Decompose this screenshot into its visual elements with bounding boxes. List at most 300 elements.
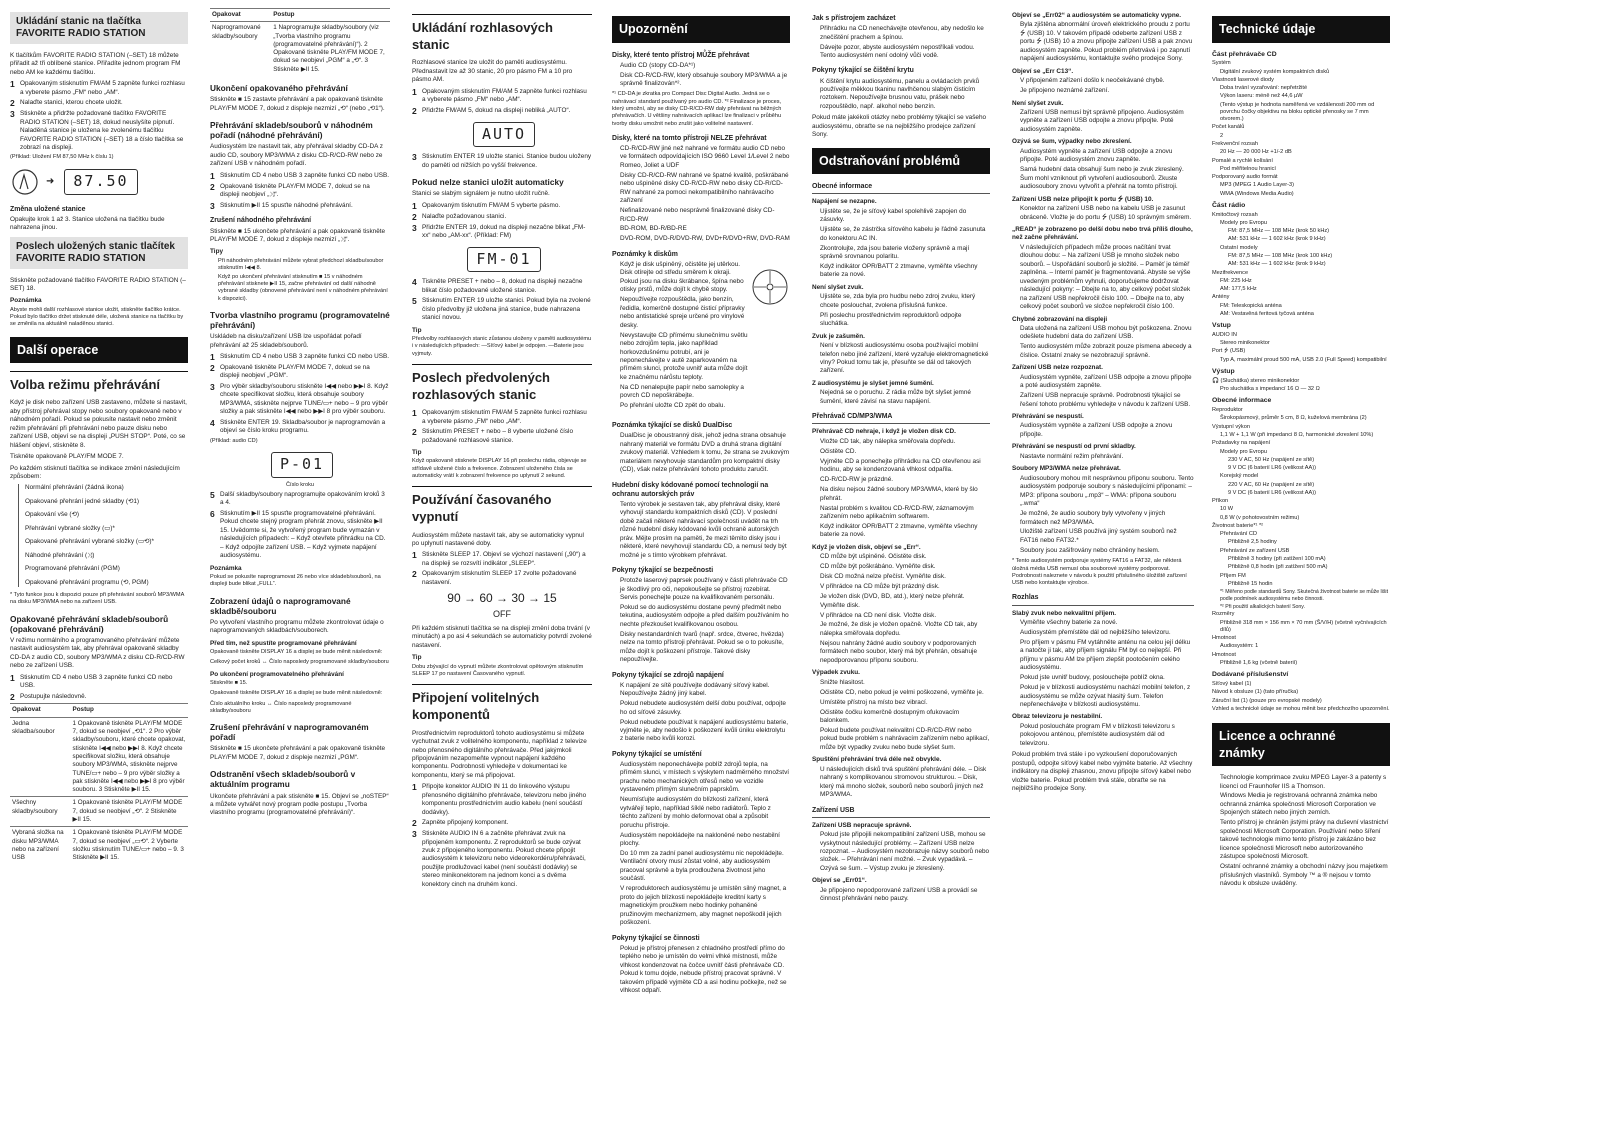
list-item: • Audio CD (stopy CD-DA*¹): [620, 62, 790, 70]
subheading: Zobrazení údajů o naprogramované skladbě/souboru: [210, 595, 351, 616]
spec-label: Požadavky na napájení: [1212, 440, 1271, 447]
paragraph: Stiskněte požadované tlačítko FAVORITE RADIO STATION (–SET) 18.: [10, 276, 186, 292]
section-title-optional-components: Připojení volitelných komponentů: [412, 684, 592, 723]
arrow-right-icon: ➜: [46, 176, 55, 188]
step-text: Stiskněte a přidržte požadované tlačítko FAVORITE RADIO STATION (–SET) 18, dokud neuslyšíte pípnutí. Naladěná stanice je uložena ke zvolenému tlačítku FAVORITE RADIO STATION (–SET) 18 a číslo tlačítka se zobrazí na displeji.: [20, 110, 184, 151]
spec-value: 10 W: [1220, 506, 1234, 513]
problem-heading: Přehrávač CD nehraje, i když je vložen disk CD.: [812, 428, 956, 436]
list-item: • Pokud posloucháte program FM v blízkosti televizoru s pokojovou anténou, přemístěte audiosystém dál od televizoru.: [1020, 723, 1194, 748]
list-item: • Disky nestandardních tvarů (např. srdce, čtverec, hvězda) nelze na tomto přístroji přehrávat. Pokud se o to pokusíte, může dojít k poškození přístroje. Takové disky nepoužívejte.: [620, 631, 790, 665]
list-item: • Pokud se do audiosystému dostane pevný předmět nebo tekutina, audiosystém odpojte a před dalším používáním ho nechte přezkoušet kvalifikovanou osobou.: [620, 604, 790, 629]
column-6: [1012, 8, 1194, 1128]
problem-heading: Výpadek zvuku.: [812, 669, 860, 677]
spec-value: Přehrávání CD: [1220, 531, 1257, 538]
spec-value: Stereo minikonektor: [1220, 340, 1270, 347]
list-item: • Očistěte čočku komerčně dostupným ofukovacím balonkem.: [820, 709, 990, 726]
list-item: • Uložiště zařízení USB používá jiný systém souborů než FAT16 nebo FAT32.*: [1020, 528, 1194, 545]
spec-value: WMA (Windows Media Audio): [1220, 190, 1294, 197]
step-item: [210, 510, 390, 561]
step-list: [10, 80, 188, 152]
list-item: • Pokud budete používat nekvalitní CD-R/CD-RW nebo pokud bude problém s nahrávacím zařízením nebo aplikací, může být vypadky zvuku nebo bude slyšet šum.: [820, 727, 990, 752]
step-item: [10, 674, 188, 691]
step-list: [412, 153, 592, 170]
bullet-list: [812, 553, 990, 665]
list-item: • Očistěte CD.: [820, 448, 990, 456]
problem-heading: Slabý zvuk nebo nekvalitní příjem.: [1012, 609, 1117, 617]
spec-label: Návod k obsluze (1) (tato příručka): [1212, 689, 1299, 696]
bullet-list: [812, 438, 990, 540]
step-number: 4: [412, 277, 417, 288]
step-text: Stisknutím CD 4 nebo USB 3 zapněte funkci CD nebo USB.: [220, 353, 390, 361]
bullet-list: [812, 25, 990, 60]
step-list: [412, 88, 592, 116]
list-item: • Zkontrolujte, zda jsou baterie vloženy správně a mají správně srovnanou polaritu.: [820, 245, 990, 262]
step-list: [210, 353, 390, 436]
step-number: 4: [210, 417, 215, 428]
spec-value: Audiosystém: 1: [1220, 643, 1259, 650]
paragraph: Po každém stisknutí tlačítka se indikace změní následujícím způsobem:: [10, 464, 180, 480]
step-number: 1: [412, 408, 417, 419]
spec-value: Modely pro Evropu: [1220, 219, 1267, 226]
table-cell: Naprogramované skladby/soubory: [210, 22, 271, 76]
list-item: • Audiosystém neponechávejte poblíž zdrojů tepla, na přímém slunci, v místech s výskytem nadměrného množství prachu nebo mechanických otřesů nebo ve vozidle vystaveném přímým slunečním paprskům.: [620, 761, 790, 795]
mode-item: Opakované přehrání jedné skladby (⟲1): [25, 497, 140, 505]
lcd-display: 87.50: [64, 169, 137, 195]
step-text: Připojte konektor AUDIO IN 11 do linkového výstupu přenosného digitálního přehrávače, televizoru nebo jiného komponentu prostřednictvím audio kabelu (není součástí dodávky).: [422, 783, 587, 816]
bullet-list: [812, 293, 990, 328]
list-item: • Disky CD-R/CD-RW nahrané ve špatné kvalitě, poškrábané nebo ušpiněné disky CD-R/CD-RW nebo disky CD-R/CD-RW nahrané za pomoci nekompatibilního nahrávacího zařízení: [620, 172, 790, 206]
step-number: 2: [210, 181, 215, 192]
tip-heading: Tip: [412, 448, 422, 456]
step-number: 1: [10, 672, 15, 683]
problem-heading: Obraz televizoru je nestabilní.: [1012, 713, 1103, 721]
step-item: [412, 202, 592, 211]
step-text: Nalaďte stanici, kterou chcete uložit.: [20, 99, 123, 107]
paragraph: Po vytvoření vlastního programu můžete zkontrolovat údaje o naprogramovaných skladbách/souborech.: [210, 618, 384, 635]
list-item: • DVD-ROM, DVD-R/DVD-RW, DVD+R/DVD+RW, DVD-RAM: [620, 235, 790, 243]
spec-label: Počet kanálů: [1212, 124, 1245, 131]
step-text: Stiskněte AUDIO IN 6 a začněte přehrávat zvuk na připojeném komponentu. Z reproduktorů se bude ozývat zvuk z připojeného komponentu. Pokud chcete připojit audiosystém k televizoru nebo videorekordéru/přehrávači, použijte prodlužovací kabel (není součástí dodávky) se stereo minikonektorem na jednom konci a s dvěma konektory cinch na druhém konci.: [422, 830, 586, 888]
step-number: 2: [412, 105, 417, 116]
table-cell: 1 Opakovaně tiskněte PLAY/FM MODE 7, dokud se neobjeví „▭⟲“. 2 Vyberte složku stisknutím TUNE/▭+ nebo – 9. 3 Stiskněte ▶II 15.: [71, 827, 188, 865]
step-item: [10, 110, 188, 152]
list-item: • Při poslechu prostřednictvím reproduktorů odpojte sluchátka.: [820, 312, 990, 329]
spec-value: Doba trvání vyzařování: nepřetržité: [1220, 85, 1308, 92]
list-item: • Nepoužívejte rozpouštědla, jako benzín, ředidla, komerčně dostupné čisticí přípravky nebo antistatické spreje určené pro vinylové desky.: [620, 296, 750, 330]
step-list: [412, 202, 592, 241]
step-item: [412, 153, 592, 170]
table-row: [10, 797, 188, 827]
list-item: • Vyměňte všechny baterie za nové.: [1020, 619, 1194, 627]
lcd-display: FM-01: [467, 247, 540, 273]
section-title-favorite-listen: Poslech uložených stanic tlačítek FAVORITE RADIO STATION: [10, 237, 188, 269]
list-item: • CD-R/CD-RW jiné než nahrané ve formátu audio CD nebo ve formátech odpovídajících ISO 9660 Level 1/Level 2 nebo Romeo, Joliet a UDF: [620, 145, 790, 170]
subheading: Poznámka týkající se disků DualDisc: [612, 422, 733, 430]
subheading: Obecné informace: [812, 182, 990, 194]
subheading: Ukončení opakovaného přehrávání: [210, 83, 348, 94]
subheading: Zrušení náhodného přehrávání: [210, 217, 312, 225]
subheading: Poznámky k diskům: [612, 250, 678, 258]
bullet-list: [1012, 148, 1194, 192]
problem-heading: Není slyšet zvuk.: [812, 283, 864, 291]
paragraph: Tiskněte opakovaně PLAY/FM MODE 7.: [10, 453, 124, 461]
list-item: • Windows Media je registrovaná ochranná známka nebo ochranná známka společnosti Microsoft Corporation ve Spojených státech nebo jiných zemích.: [1220, 792, 1390, 817]
spec-value: Přehrávání ze zařízení USB: [1220, 547, 1290, 554]
step-text: Stiskněte SLEEP 17. Objeví se výchozí nastavení („90“) a na displeji se rozsvítí indikátor „SLEEP“.: [422, 551, 586, 567]
spec-heading: Vstup: [1212, 322, 1231, 330]
subheading: Zařízení USB: [812, 806, 990, 818]
section-banner-other-operations: Další operace: [10, 337, 188, 364]
spec-label: Rozměry: [1212, 611, 1235, 618]
spec-value: Širokopásmový, průměr 5 cm, 8 Ω, kuželová membrána (2): [1220, 415, 1367, 422]
list-item: • V připojeném zařízení došlo k neočekávané chybě.: [1020, 77, 1194, 85]
section-title-preset-listen: Poslech předvolených rozhlasových stanic: [412, 364, 592, 403]
step-list: [412, 551, 592, 587]
step-item: [210, 364, 390, 381]
problem-list: [812, 428, 990, 799]
bullet-list: [1012, 205, 1194, 222]
spec-value: 9 V DC (6 baterií LR6 (velikost AA)): [1228, 465, 1316, 472]
paragraph: Pokud problém trvá stále i po vyzkoušení doporučovaných postupů, odpojte síťový kabel nebo vyjměte baterie. Až všechny indikátory na displeji zhasnou, znovu připojte síťový kabel nebo vložte baterie. Pokud problém trvá stále, obraťte se na nejbližšího prodejce Sony.: [1012, 751, 1193, 793]
spec-label: Výstupní výkon: [1212, 423, 1250, 430]
column-5: [812, 8, 990, 1128]
mode-flow: [18, 484, 188, 587]
step-number: 1: [412, 200, 417, 211]
lcd-display: AUTO: [473, 122, 535, 148]
list-item: • Disk CD možná nelze přečíst. Vyměňte disk.: [820, 573, 990, 581]
list-item: • Je připojeno neznámé zařízení.: [1020, 87, 1194, 95]
step-item: [210, 172, 390, 181]
spec-list: [1212, 51, 1390, 714]
list-item: • Je vložen disk (DVD, BD, atd.), který nelze přehrát. Vyměňte disk.: [820, 593, 990, 610]
paragraph: Opakujte krok 1 až 3. Stanice uložená na tlačítku bude nahrazena jinou.: [10, 215, 165, 232]
spec-label: Hmotnost: [1212, 651, 1236, 658]
bullet-list: [812, 831, 990, 873]
step-number: 2: [412, 569, 417, 580]
subheading: Zrušení přehrávání v naprogramovaném pořadí: [210, 722, 369, 743]
list-item: • Vyjměte CD a ponechejte přihrádku na CD otevřenou asi hodinu, aby se kondenzovaná vlhkost odpařila.: [820, 458, 990, 475]
list-item: • Po přehrání uložte CD zpět do obalu.: [620, 402, 750, 410]
table-row: [210, 22, 390, 76]
problem-heading: Chybné zobrazování na displeji: [1012, 315, 1108, 323]
subheading: Pokud nelze stanici uložit automaticky: [412, 177, 564, 188]
list-item: • Pro příjem v pásmu FM vytáhněte anténu na celou její délku a natočte ji tak, aby příjem signálu FM byl co nejlepší. Při příjmu v pásmu AM lze příjem zlepšit pootočením celého audiosystému.: [1020, 639, 1194, 673]
step-text: Tiskněte PRESET + nebo – 8, dokud na displeji nezačne blikat číslo požadované uložené stanice.: [422, 278, 583, 294]
list-item: • Audiosystém vypněte a zařízení USB odpojte a znovu připojte.: [1020, 422, 1194, 439]
tip-text: Dobu zbývající do vypnutí můžete zkontrolovat opětovným stisknutím SLEEP 17 po nastavení Časovaného vypnutí.: [412, 663, 584, 678]
example-caption: (Příklad: Uložení FM 87,50 MHz k číslu 1): [10, 154, 114, 161]
section-banner-licenses: Licence a ochranné známky: [1212, 723, 1390, 766]
step-item: [412, 570, 592, 587]
bullet-list: [1012, 77, 1194, 95]
paragraph: Když je disk nebo zařízení USB zastaveno, můžete si nastavit, aby přístroj přehrával stopy nebo soubory opakovaně nebo v náhodném pořadí. Pokud se pokusíte nastavit nebo změnit režim přehrávání při přehrávání nebo pauze disku nebo zařízení USB, objeví se na displeji „PUSH STOP“. Poté, co se hlášení objeví, stiskněte 8.: [10, 399, 187, 449]
list-item: • Když indikátor OPR/BATT 2 ztmavne, vyměňte všechny baterie za nové.: [820, 523, 990, 540]
bullet-list: [612, 501, 790, 560]
problem-heading: Ozývá se šum, výpadky nebo zkreslení.: [1012, 138, 1132, 146]
tips-list: [210, 258, 390, 303]
list-item: • U následujících disků trvá spuštění přehrávání déle. – Disk nahraný s komplikovanou stromovou strukturou. – Disk, který má mnoho složek, souborů nebo souborů jiných než MP3/WMA.: [820, 766, 990, 800]
paragraph: Stanici se slabým signálem je nutno uložit ručně.: [412, 190, 550, 198]
note-text: * Tento audiosystém podporuje systémy FAT16 a FAT32, ale některá úložná média USB nemusí oba souborové systémy podporovat. Podrobnosti naleznete v návodu k použití příslušného úložiště zařízení USB nebo kontaktujte výrobce.: [1012, 558, 1187, 587]
step-text: Opakovaně tiskněte PLAY/FM MODE 7, dokud se na displeji neobjeví „⤨“.: [220, 182, 370, 199]
paragraph: Ukončete přehrávání a pak stiskněte ■ 15. Objeví se „noSTEP“ a můžete vytvářet nový program podle postupu „Tvorba vlastního programu (programovatelné přehrávání)“.: [210, 792, 389, 817]
step-number: 2: [412, 427, 417, 438]
problem-heading: Když je vložen disk, objeví se „Err“.: [812, 543, 921, 551]
list-item: • Tento výrobek je sestaven tak, aby přehrával disky, které vyhovují standardu kompaktních disků (CD). V poslední době začali některé nahrávací společnosti uvádět na trh různé hudební disky kódované kvůli ochraně autorských práv. Mějte prosím na paměti, že mezi těmito disky jsou i některé, které nevyhovují standardu CD, a nemusí tedy být možné je s tímto výrobkem přehrávat.: [620, 501, 790, 560]
subheading: Před tím, než spustíte programované přehrávání: [210, 639, 357, 647]
step-text: Postupujte následovně.: [20, 692, 87, 700]
paragraph: K tlačítkům FAVORITE RADIO STATION (–SET) 18 můžete přiřadit až tři oblíbené stanice. Přiřadíte jednom program FM nebo AM ke každému tlačítku.: [10, 52, 181, 76]
spec-heading: Dodávané příslušenství: [1212, 671, 1289, 679]
note-heading: Poznámka: [210, 564, 242, 572]
step-text: Opakovaným stisknutím FM/AM 5 zapněte funkci rozhlasu a vyberete pásmo „FM“ nebo „AM“.: [422, 409, 587, 425]
note-text: Pokud se pokusíte naprogramovat 26 nebo více skladeb/souborů, na displeji bude blikat „FULL“.: [210, 574, 381, 588]
spec-value: Přibližně 2,5 hodiny: [1228, 539, 1277, 546]
mode-item: Přehrávání vybrané složky (▭)*: [25, 524, 115, 532]
step-number: 2: [210, 363, 215, 374]
spec-label: Síťový kabel (1): [1212, 680, 1252, 687]
step-text: Opakovaným stisknutím FM/AM 5 zapněte funkci rozhlasu a vyberete pásmo „FM“ nebo „AM“.: [422, 87, 587, 104]
list-item: • Když po ukončení přehrávání stisknutím ■ 15 v náhodném přehrávání stisknete ▶II 15, začne přehrávání od další náhodně vybrané skladby (obnovené přehrávání není v náhodném přehrávání k dispozici).: [218, 274, 390, 303]
step-text: Stisknutím CD 4 nebo USB 3 zapněte funkci CD nebo USB.: [220, 171, 390, 179]
step-item: [10, 693, 188, 702]
step-item: [412, 107, 592, 116]
tips-heading: Tipy: [210, 248, 224, 256]
spec-value: (Tento výstup je hodnota naměřená ve vzdálenosti 200 mm od povrchu čočky objektivu na bloku optické přenosky se 7 mm otvorem.): [1220, 101, 1375, 123]
tip-text: Když opakovaně stisknete DISPLAY 16 při poslechu rádia, objevuje se střídavě uložené číslo a frekvence. Zobrazení uloženého čísla se automaticky vrátí k zobrazení frekvence po uplynutí 2 sekund.: [412, 458, 587, 479]
list-item: • Na CD nenalepujte papír nebo samolepky a povrch CD nepoškrábejte.: [620, 384, 750, 401]
bullet-list: [1012, 619, 1194, 710]
mode-item: Náhodné přehrávání (⤨): [25, 551, 95, 559]
problem-list: [812, 198, 990, 406]
list-item: • Je možné, že disk je vložen opačně. Vložte CD tak, aby nálepka směřovala dopředu.: [820, 621, 990, 638]
list-item: • Pokud jste uvnitř budovy, poslouchejte poblíž okna.: [1020, 674, 1194, 682]
step-number: 5: [210, 489, 215, 500]
step-item: [10, 99, 188, 108]
list-item: • Ostatní ochranné známky a obchodní názvy jsou majetkem příslušných vlastníků. Symboly ™ a ® nejsou v tomto návodu k obsluze uváděny.: [1220, 863, 1390, 888]
spec-value: Přibližně 318 mm × 156 mm × 70 mm (Š/V/H) (včetně vyčnívajících dílů): [1220, 619, 1387, 633]
list-item: • Přihrádku na CD nenechávejte otevřenou, aby nedošlo ke znečištění prachem a špínou.: [820, 25, 990, 42]
spec-value: Modely pro Evropu: [1220, 448, 1267, 455]
bullet-list: [1012, 374, 1194, 409]
list-item: • Ujistěte se, zda byla pro hudbu nebo zdroj zvuku, který chcete poslouchat, zvolena příslušná funkce.: [820, 293, 990, 310]
list-item: • V přihrádce na CD může být prázdný disk.: [820, 583, 990, 591]
bullet-list: [812, 78, 990, 112]
spec-value: Ostatní modely: [1220, 244, 1258, 251]
spec-label: Podporovaný audio formát: [1212, 174, 1278, 181]
step-item: [210, 202, 390, 211]
spec-label: Frekvenční rozsah: [1212, 140, 1259, 147]
section-banner-warnings: Upozornění: [612, 16, 790, 43]
subheading: Po ukončení programovatelného přehrávání: [210, 670, 344, 678]
problem-heading: Spuštění přehrávání trvá déle než obvykle.: [812, 756, 942, 764]
list-item: • Soubory jsou zašifrovány nebo chráněny heslem.: [1020, 547, 1194, 555]
step-text: Opakovaným tisknutím FM/AM 5 vyberte pásmo.: [422, 201, 561, 209]
list-item: • Pokud jste připojili nekompatibilní zařízení USB, mohou se vyskytnout následující problémy. – Zařízení USB nelze rozpoznat. – Audiosystém nezobrazuje názvy souborů nebo složek. – Přehrávání není možné. – Zvuk vypadává. – Ozývá se šum. – Výstup zvuku je zkreslený.: [820, 831, 990, 873]
paragraph: Prostřednictvím reproduktorů tohoto audiosystému si můžete vychutnat zvuk z volitelného komponentu, například z televize nebo přenosného digitálního přehrávače. Před jakýmkoli připojováním nezapomeňte vypnout napájení každého komponentu. Podrobnosti vyhledejte v dokumentaci ke komponentu, který se má připojovat.: [412, 729, 587, 779]
list-item: • Audiosoubory mohou mít nesprávnou příponu souboru. Tento audiosystém podporuje soubory s následujícími příponami: – MP3: přípona souboru „.mp3“ – WMA: přípona souboru „.wma“: [1020, 475, 1194, 509]
list-item: • Nejsou nahrány žádné audio soubory v podporovaných formátech nebo soubor, který má být přehrán, obsahuje nepodporovanou příponu souboru.: [820, 640, 990, 665]
step-number: 1: [412, 86, 417, 97]
step-text: Přidržte ENTER 19, dokud na displeji nezačne blikat „FM-xx“ nebo „AM-xx“. (Příklad: FM): [422, 223, 586, 240]
spec-value: AM: 531 kHz — 1 602 kHz (krok 9 kHz): [1228, 261, 1326, 268]
table-header: Opakovat: [210, 9, 271, 22]
step-text: Stisknutím CD 4 nebo USB 3 zapněte funkci CD nebo USB.: [20, 673, 173, 690]
mode-item: Normální přehrávání (žádná ikona): [25, 484, 124, 492]
step-text: Další skladby/soubory naprogramujte opakováním kroků 3 a 4.: [220, 490, 385, 507]
bullet-list: [812, 887, 990, 904]
list-item: • Když indikátor OPR/BATT 2 ztmavne, vyměňte všechny baterie za nové.: [820, 263, 990, 280]
problem-heading: Zařízení USB nepracuje správně.: [812, 821, 912, 829]
problem-heading: Objeví se „Err C13“.: [1012, 67, 1074, 75]
list-item: • Audiosystém nepokládejte na nakloněné nebo nestabilní plochy.: [620, 832, 790, 849]
step-list: [10, 674, 188, 702]
bullet-list: [1012, 422, 1194, 439]
paragraph: Opakovaně tiskněte DISPLAY 16 a displej se bude měnit následovně:: [210, 649, 383, 656]
problem-heading: Zvuk je zašuměn.: [812, 332, 865, 340]
problem-heading: Objeví se „Err02“ a audiosystém se automaticky vypne.: [1012, 12, 1182, 19]
step-item: [10, 80, 188, 97]
list-item: • Disk CD-R/CD-RW, který obsahuje soubory MP3/WMA a je správně finalizován*².: [620, 72, 790, 89]
spec-value: MP3 (MPEG 1 Audio Layer-3): [1220, 182, 1294, 189]
bullet-list: [812, 208, 990, 280]
step-text: Zapněte připojený komponent.: [422, 819, 509, 827]
spec-value: 0,8 W (v pohotovostním režimu): [1220, 514, 1300, 521]
table-row: [10, 827, 188, 865]
list-item: • DualDisc je oboustranný disk, jehož jedna strana obsahuje nahraný materiál ve formátu DVD a druhá strana digitální zvukový materiál. Vzhledem k tomu, že strana se zvukovým materiálem nevyhovuje standardům pro kompaktní disky (CD), však nelze přehrávání tohoto produktu zaručit.: [620, 432, 790, 474]
spec-value: 20 Hz — 20 000 Hz +1/-2 dB: [1220, 149, 1292, 156]
spec-note: *¹ Měřeno podle standardů Sony. Skutečná životnost baterie se může lišit podle podmínek audiosystému nebo činnosti.: [1220, 589, 1389, 602]
spec-value: 230 V AC, 50 Hz (napájení ze sítě): [1228, 456, 1315, 463]
subheading: Pokyny týkající se činnosti: [612, 934, 700, 942]
step-number: 1: [210, 170, 215, 181]
bullet-list: [612, 945, 790, 996]
table-cell: Jedna skladba/soubor: [10, 717, 71, 797]
paragraph: Pokud máte jakékoli otázky nebo problémy týkající se vašeho audiosystému, obraťte se na nejbližšího prodejce zařízení Sony.: [812, 114, 987, 139]
spec-heading: Část přehrávače CD: [1212, 50, 1277, 58]
step-item: [210, 183, 390, 200]
step-list: [412, 409, 592, 445]
problem-heading: Soubory MP3/WMA nelze přehrávat.: [1012, 465, 1121, 473]
subheading: Přehrávání skladeb/souborů v náhodném pořadí (náhodné přehrávání): [210, 120, 373, 141]
list-item: • Technologie komprimace zvuku MPEG Layer-3 a patenty s licencí od Fraunhofer IIS a Thomson.: [1220, 774, 1390, 791]
step-number: 3: [412, 152, 417, 163]
list-item: • Nastavte normální režim přehrávání.: [1020, 453, 1194, 461]
bullet-list: [612, 761, 790, 928]
spec-value: Digitální zvukový systém kompaktních disků: [1220, 68, 1330, 75]
step-text: Stisknutím ENTER 19 uložte stanici. Pokud byla na zvolené číslo předvolby již uložena jiná stanice, bude nahrazena stanicí novou.: [422, 297, 591, 322]
bullet-list: [612, 261, 750, 412]
problem-heading: Zařízení USB nelze připojit k portu ⭍ (USB) 10.: [1012, 195, 1154, 203]
section-title-store-stations: Ukládání rozhlasových stanic: [412, 14, 592, 53]
step-number: 1: [10, 79, 15, 90]
bullet-list: [1012, 244, 1194, 312]
paragraph: Uskládeb na disku/zařízení USB lze uspořádat pořadí přehrávání až 25 skladeb/souborů.: [210, 333, 362, 349]
list-item: • Dávejte pozor, abyste audiosystém nepostříkali vodou. Tento audiosystém není odolný vůči vodě.: [820, 44, 990, 61]
step-item: [412, 278, 592, 295]
problem-heading: Objeví se „Err01“.: [812, 877, 867, 885]
spec-value: FM: 87,5 MHz — 108 MHz (krok 50 kHz): [1228, 228, 1330, 235]
list-item: • BD-ROM, BD-R/BD-RE: [620, 225, 790, 233]
paragraph: Audiosystém lze nastavit tak, aby přehrával skladby CD-DA z audio CD, soubory MP3/WMA z disku CD-R/CD-RW nebo ze zařízení USB v náhodném pořadí.: [210, 143, 383, 168]
step-number: 3: [412, 222, 417, 233]
spec-value: AM: 177,5 kHz: [1220, 286, 1257, 293]
paragraph: Při každém stisknutí tlačítka se na displeji změní doba trvání (v minutách) a po asi 4 sekundách se automaticky potvrdí zvolené nastavení.: [412, 624, 592, 649]
step-number: 2: [412, 211, 417, 222]
step-item: [412, 88, 592, 105]
list-item: • Pokud je přístroj přenesen z chladného prostředí přímo do teplého nebo je umístěn do velmi vlhké místnosti, může vlhkost kondenzovat na čočce uvnitř části přehrávače CD. Pokud k tomu dojde, nebude přístroj pracovat správně. V takovém případě vyjměte CD a asi hodinu počkejte, než se vlhkost odpaří.: [620, 945, 790, 996]
list-item: • Ujistěte se, že zástrčka síťového kabelu je řádně zasunuta do konektoru AC IN.: [820, 226, 990, 243]
step-list: [412, 278, 592, 322]
list-item: • Audiosystém vypněte a zařízení USB odpojte a znovu připojte. Poté audiosystém znovu zapněte.: [1020, 148, 1194, 165]
step-text: Přidržte FM/AM 5, dokud na displeji nebliká „AUTO“.: [422, 106, 571, 114]
list-item: • Zařízení USB nepracuje správně. Podrobnosti týkající se řešení tohoto problému vyhledejte v návodu k zařízení USB.: [1020, 392, 1194, 409]
paragraph: Stiskněte ■ 15 zastavte přehrávání a pak opakovaně tiskněte PLAY/FM MODE 7, dokud z displeje nezmizí „⟲“ (nebo „⟲1“).: [210, 96, 385, 112]
list-item: • Ujistěte se, že je síťový kabel spolehlivě zapojen do zásuvky.: [820, 208, 990, 225]
list-item: • Pokud je v blízkosti audiosystému nachází mobilní telefon, z audiosystému se může ozývat hlasitý šum. Telefon nepřenechávejte v blízkosti audiosystému.: [1020, 684, 1194, 709]
subheading: Hudební disky kódované pomocí technologií na ochranu autorských práv: [612, 481, 769, 498]
bullet-list: [1012, 21, 1194, 63]
list-item: • Při náhodném přehrávání můžete vybrat předchozí skladbu/soubor stisknutím I◀◀ 8.: [218, 258, 390, 273]
spec-label: Vzhled a technické údaje se mohou měnit bez předchozího upozornění.: [1212, 705, 1390, 712]
bullet-list: [612, 145, 790, 244]
subheading: Pokyny týkající se zdrojů napájení: [612, 671, 724, 679]
paragraph: Stiskněte ■ 15 ukončete přehrávání a pak opakovaně tiskněte PLAY/FM MODE 7, dokud z displeje nezmizí „⤨“.: [210, 227, 386, 243]
subheading: Disky, které na tomto přístroji NELZE přehrávat: [612, 134, 767, 142]
table-cell: Všechny skladby/soubory: [10, 797, 71, 827]
spec-note: *² Při použití alkalických baterií Sony.: [1220, 603, 1305, 610]
list-item: • Pokud nebudete používat k napájení audiosystému baterie, vyjměte je, aby nedošlo k poškození kvůli úniku elektrolytu z baterie nebo kvůli korozi.: [620, 719, 790, 744]
subheading: Opakované přehrávání skladeb/souborů (opakované přehrávání): [10, 613, 169, 634]
paragraph: Stiskněte ■ 15 ukončete přehrávání a pak opakovaně tiskněte PLAY/FM MODE 7, dokud z displeje nezmizí „PGM“.: [210, 745, 386, 761]
list-item: • Snižte hlasitost.: [820, 679, 990, 687]
list-item: • Umístěte přístroj na místo bez vibrací.: [820, 699, 990, 707]
list-item: • Tento přístroj je chráněn jistými právy na duševní vlastnictví společnosti Microsoft Corporation. Používání nebo šíření takové technologie mimo tento přístroj je zakázáno bez licence společnosti Microsoft nebo autorizovaného zástupce společnosti Microsoft.: [1220, 819, 1390, 861]
spec-label: Kmitočtový rozsah: [1212, 211, 1258, 218]
section-title-sleep-timer: Používání časovaného vypnutí: [412, 486, 592, 525]
step-item: [210, 491, 390, 508]
list-item: • CD může být poškrábáno. Vyměňte disk.: [820, 563, 990, 571]
bullet-list: [1012, 109, 1194, 134]
list-item: • Nastal problém s kvalitou CD-R/CD-RW, záznamovým zařízením nebo aplikačním softwarem.: [820, 505, 990, 522]
step-text: Stisknutím ▶II 15 spusťte náhodné přehrávání.: [220, 201, 353, 209]
spec-heading: Část rádio: [1212, 201, 1246, 209]
spec-value: Pod měřitelnou hranicí: [1220, 165, 1276, 172]
subheading: Rozhlas: [1012, 593, 1194, 605]
step-text: Stisknutím ▶II 15 spusťte programovatelné přehrávání. Pokud chcete stejný program přehrát znovu, stiskněte ▶II 15. Uvědomte si, že vytvořený program bude vymazán v následujících případech: – Když otevřete přihrádku na CD. – Když odpojíte zařízení USB. – Když vyjmete napájení audiosystému.: [220, 509, 386, 560]
spec-value: Pro sluchátka s impedancí 16 Ω — 32 Ω: [1220, 386, 1320, 393]
spec-value: 9 V DC (6 baterií LR6 (velikost AA)): [1228, 489, 1316, 496]
list-item: • Neumísťujte audiosystém do blízkosti zařízení, která vytvářejí teplo, například šíklé nebo radiátorů. Teplo z těchto zařízení by mohlo deformovat obal a způsobit poruchu přístroje.: [620, 796, 790, 830]
step-item: [412, 551, 592, 568]
bullet-list: [1012, 475, 1194, 556]
step-text: Opakovaným stisknutím FM/AM 5 zapněte funkci rozhlasu a vyberete pásmo „FM“ nebo „AM“.: [20, 80, 185, 96]
step-item: [210, 353, 390, 362]
bullet-list: [1012, 325, 1194, 360]
list-item: • K napájení ze sítě používejte dodávaný síťový kabel. Nepoužívejte žádný jiný kabel.: [620, 682, 790, 699]
step-number: 3: [210, 381, 215, 392]
spec-label: Záruční list (1) (pouze pro evropské modely): [1212, 697, 1322, 704]
step-item: [412, 428, 592, 445]
problem-heading: „READ“ je zobrazeno po delší dobu nebo trvá příliš dlouho, než začne přehrávání.: [1012, 225, 1193, 242]
mode-item: Programované přehrávání (PGM): [25, 565, 120, 573]
step-text: Stisknutím PRESET + nebo – 8 vyberte uložené číslo požadované rozhlasové stanice.: [422, 428, 574, 444]
list-item: • Zařízení USB nemusí být správně připojeno. Audiosystém vypněte a zařízení USB odpojte a znovu připojte. Poté audiosystém zapněte.: [1020, 109, 1194, 134]
step-item: [412, 297, 592, 322]
subheading: Tvorba vlastního programu (programovatelné přehrávání): [210, 309, 390, 331]
spec-label: Systém: [1212, 60, 1231, 67]
paragraph: Stiskněte ■ 15.: [210, 680, 248, 687]
